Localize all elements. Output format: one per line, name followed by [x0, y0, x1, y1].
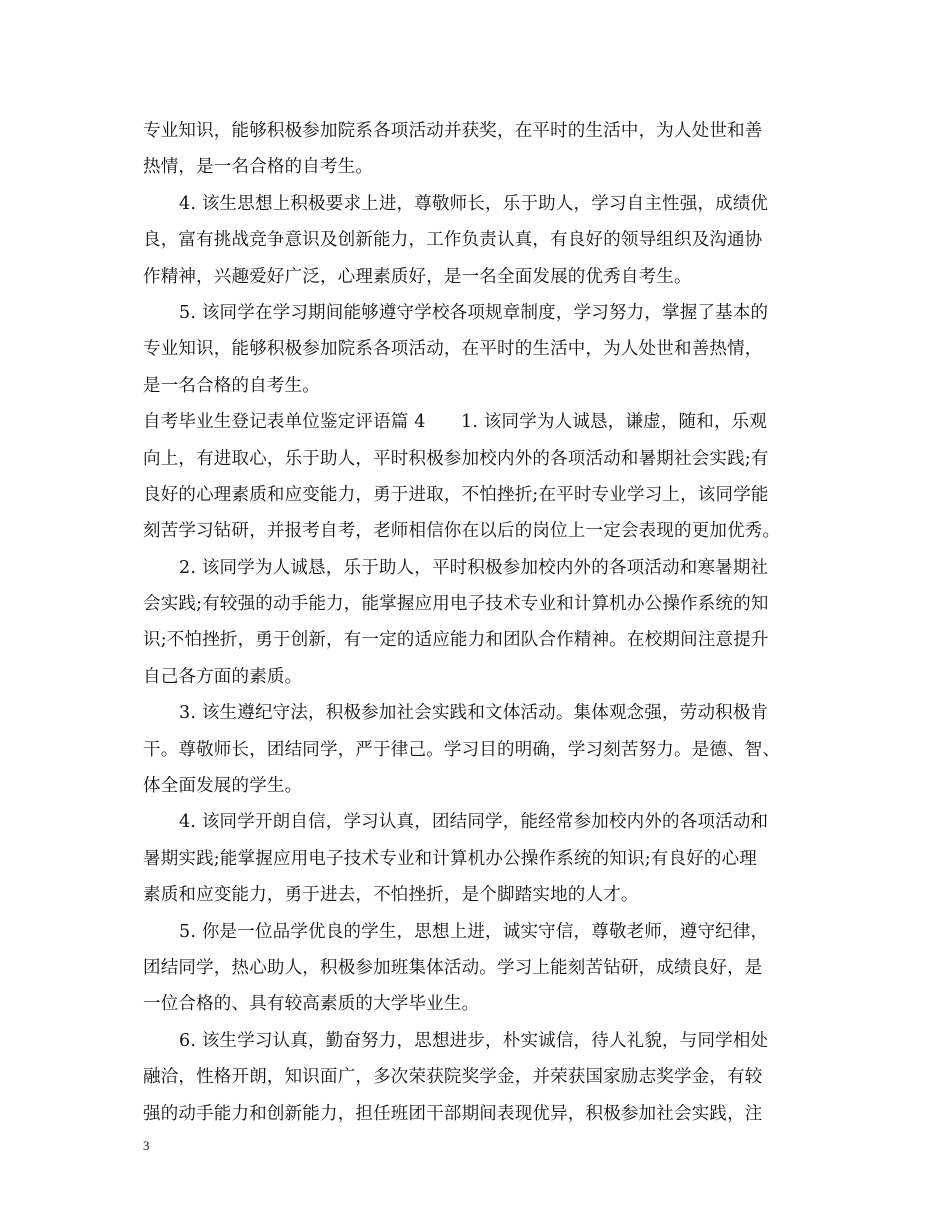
- text-line: 向上，有进取心，乐于助人，平时积极参加校内外的各项活动和暑期社会实践;有: [143, 448, 769, 469]
- document-body: [143, 113, 810, 1132]
- text-line: 4. 该生思想上积极要求上进，尊敬师长，乐于助人，学习自主性强，成绩优: [179, 193, 769, 214]
- text-line: 体全面发展的学生。: [143, 776, 303, 797]
- text-line: 暑期实践;能掌握应用电子技术专业和计算机办公操作系统的知识;有良好的心理: [143, 848, 757, 869]
- text-line: 融洽，性格开朗，知识面广，多次荣获院奖学金，并荣获国家励志奖学金，有较: [143, 1067, 763, 1088]
- text-line: 热情，是一名合格的自考生。: [143, 157, 374, 178]
- text-line: 自考毕业生登记表单位鉴定评语篇 4 1. 该同学为人诚恳，谦虚，随和，乐观: [143, 412, 768, 433]
- text-line: 刻苦学习钻研，并报考自考，老师相信你在以后的岗位上一定会表现的更加优秀。: [143, 521, 781, 542]
- text-line: 2. 该同学为人诚恳，乐于助人，平时积极参加校内外的各项活动和寒暑期社: [179, 557, 769, 578]
- text-line: 5. 你是一位品学优良的学生，思想上进，诚实守信，尊敬老师，遵守纪律，: [179, 921, 769, 942]
- text-line: 会实践;有较强的动手能力，能掌握应用电子技术专业和计算机办公操作系统的知: [143, 594, 769, 615]
- text-line: 6. 该生学习认真，勤奋努力，思想进步，朴实诚信，待人礼貌，与同学相处: [179, 1030, 769, 1051]
- text-line: 识;不怕挫折，勇于创新，有一定的适应能力和团队合作精神。在校期间注意提升: [143, 630, 769, 651]
- text-line: 专业知识，能够积极参加院系各项活动并获奖，在平时的生活中，为人处世和善: [143, 121, 763, 141]
- text-line: 3. 该生遵纪守法，积极参加社会实践和文体活动。集体观念强，劳动积极肯: [179, 703, 769, 724]
- text-line: 4. 该同学开朗自信，学习认真，团结同学，能经常参加校内外的各项活动和: [179, 812, 769, 833]
- text-line: 强的动手能力和创新能力，担任班团干部期间表现优异，积极参加社会实践，注: [143, 1103, 763, 1124]
- text-line: 素质和应变能力，勇于进去，不怕挫折，是个脚踏实地的人才。: [143, 885, 639, 906]
- page-number: 3: [143, 1138, 150, 1153]
- text-line: 作精神，兴趣爱好广泛，心理素质好，是一名全面发展的优秀自考生。: [143, 266, 692, 287]
- text-line: 一位合格的、具有较高素质的大学毕业生。: [143, 994, 480, 1015]
- text-line: 良好的心理素质和应变能力，勇于进取，不怕挫折;在平时专业学习上，该同学能: [143, 484, 769, 505]
- text-line: 专业知识，能够积极参加院系各项活动，在平时的生活中，为人处世和善热情，: [143, 339, 763, 360]
- text-line: 团结同学，热心助人，积极参加班集体活动。学习上能刻苦钻研，成绩良好，是: [143, 957, 763, 978]
- text-line: 良，富有挑战竞争意识及创新能力，工作负责认真，有良好的领导组织及沟通协: [143, 230, 763, 251]
- text-line: 是一名合格的自考生。: [143, 375, 320, 396]
- text-line: 自己各方面的素质。: [143, 666, 303, 687]
- text-line: 5. 该同学在学习期间能够遵守学校各项规章制度，学习努力，掌握了基本的: [179, 302, 769, 323]
- text-line: 干。尊敬师长，团结同学，严于律己。学习目的明确，学习刻苦努力。是德、智、: [143, 739, 781, 760]
